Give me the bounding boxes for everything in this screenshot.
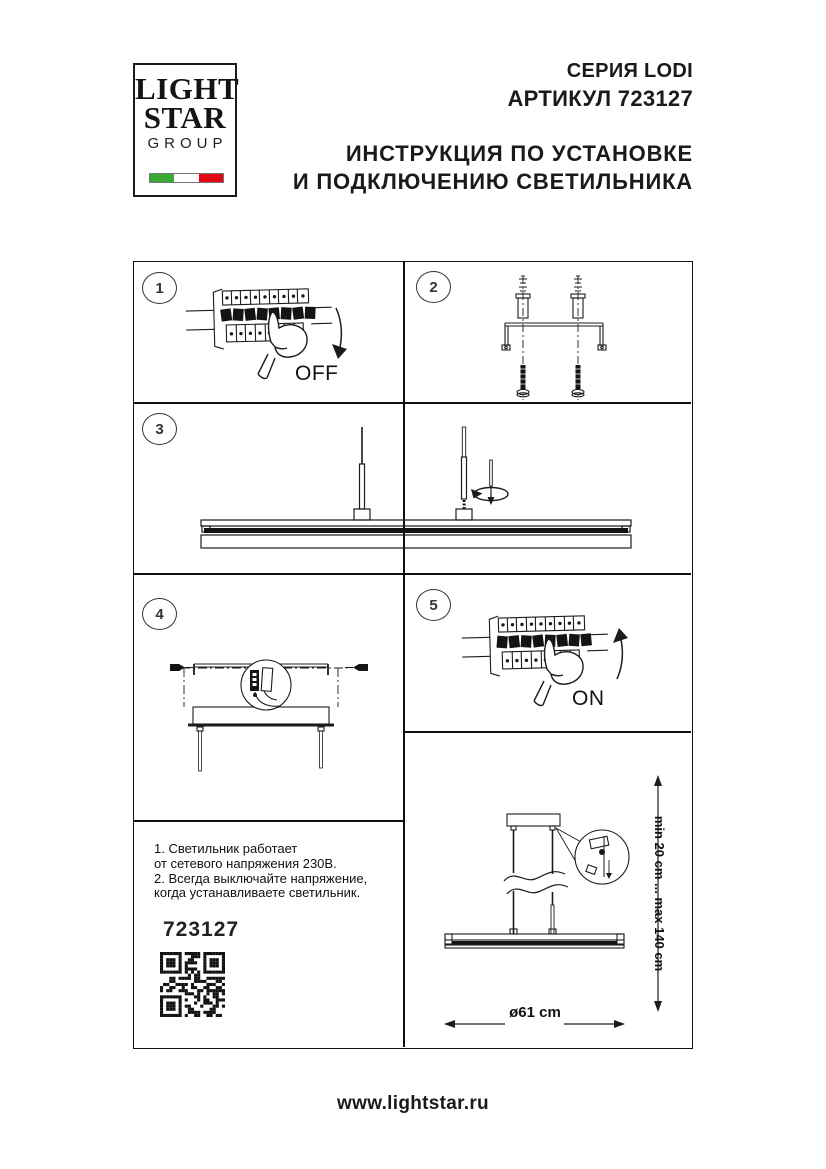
step-2-number: 2 bbox=[416, 271, 451, 303]
note-line-2: от сетевого напряжения 230В. bbox=[154, 855, 337, 871]
steps-grid bbox=[133, 261, 693, 1049]
step-4-panel bbox=[134, 575, 403, 820]
logo-word-group: GROUP bbox=[147, 135, 228, 152]
height-range-dimension: min 20 cm ... max 140 cm bbox=[652, 815, 668, 971]
step-5-number: 5 bbox=[416, 589, 451, 621]
step-4-number: 4 bbox=[142, 598, 177, 630]
notes-panel bbox=[134, 822, 403, 1047]
footer-url: www.lightstar.ru bbox=[337, 1093, 489, 1114]
instruction-line-1: ИНСТРУКЦИЯ ПО УСТАНОВКЕ bbox=[345, 141, 693, 166]
step-5-panel bbox=[405, 575, 691, 731]
series-title: СЕРИЯ LODI bbox=[566, 60, 693, 82]
note-line-3: 2. Всегда выключайте напряжение, bbox=[154, 870, 368, 886]
header bbox=[293, 58, 693, 196]
step-3-panel bbox=[134, 404, 691, 573]
on-label: ON bbox=[572, 687, 605, 710]
flag-red bbox=[199, 174, 223, 182]
flag-green bbox=[150, 174, 174, 182]
logo-word-light: LIGHT bbox=[135, 71, 240, 106]
step-3-number: 3 bbox=[142, 413, 177, 445]
note-line-1: 1. Светильник работает bbox=[154, 841, 298, 856]
qr-code-icon bbox=[160, 952, 225, 1017]
off-label: OFF bbox=[295, 362, 339, 385]
instruction-line-2: И ПОДКЛЮЧЕНИЮ СВЕТИЛЬНИКА bbox=[292, 169, 693, 194]
step-1-panel bbox=[134, 262, 403, 402]
step-1-number: 1 bbox=[142, 272, 177, 304]
instruction-title bbox=[293, 140, 693, 196]
note-line-4: когда устанавливаете светильник. bbox=[154, 885, 361, 901]
flag-white bbox=[174, 174, 198, 182]
article-number: 723127 bbox=[163, 918, 240, 941]
diameter-dimension: ø61 cm bbox=[509, 1004, 561, 1021]
dimensions-panel bbox=[405, 733, 691, 1047]
italian-flag-icon bbox=[149, 173, 224, 183]
logo-word-star: STAR bbox=[143, 100, 227, 135]
light-bar-suspension-illustration bbox=[134, 404, 691, 573]
safety-notes bbox=[154, 842, 367, 901]
lightstar-logo bbox=[133, 63, 240, 197]
article-title: АРТИКУЛ 723127 bbox=[507, 86, 693, 111]
step-2-panel bbox=[405, 262, 691, 402]
